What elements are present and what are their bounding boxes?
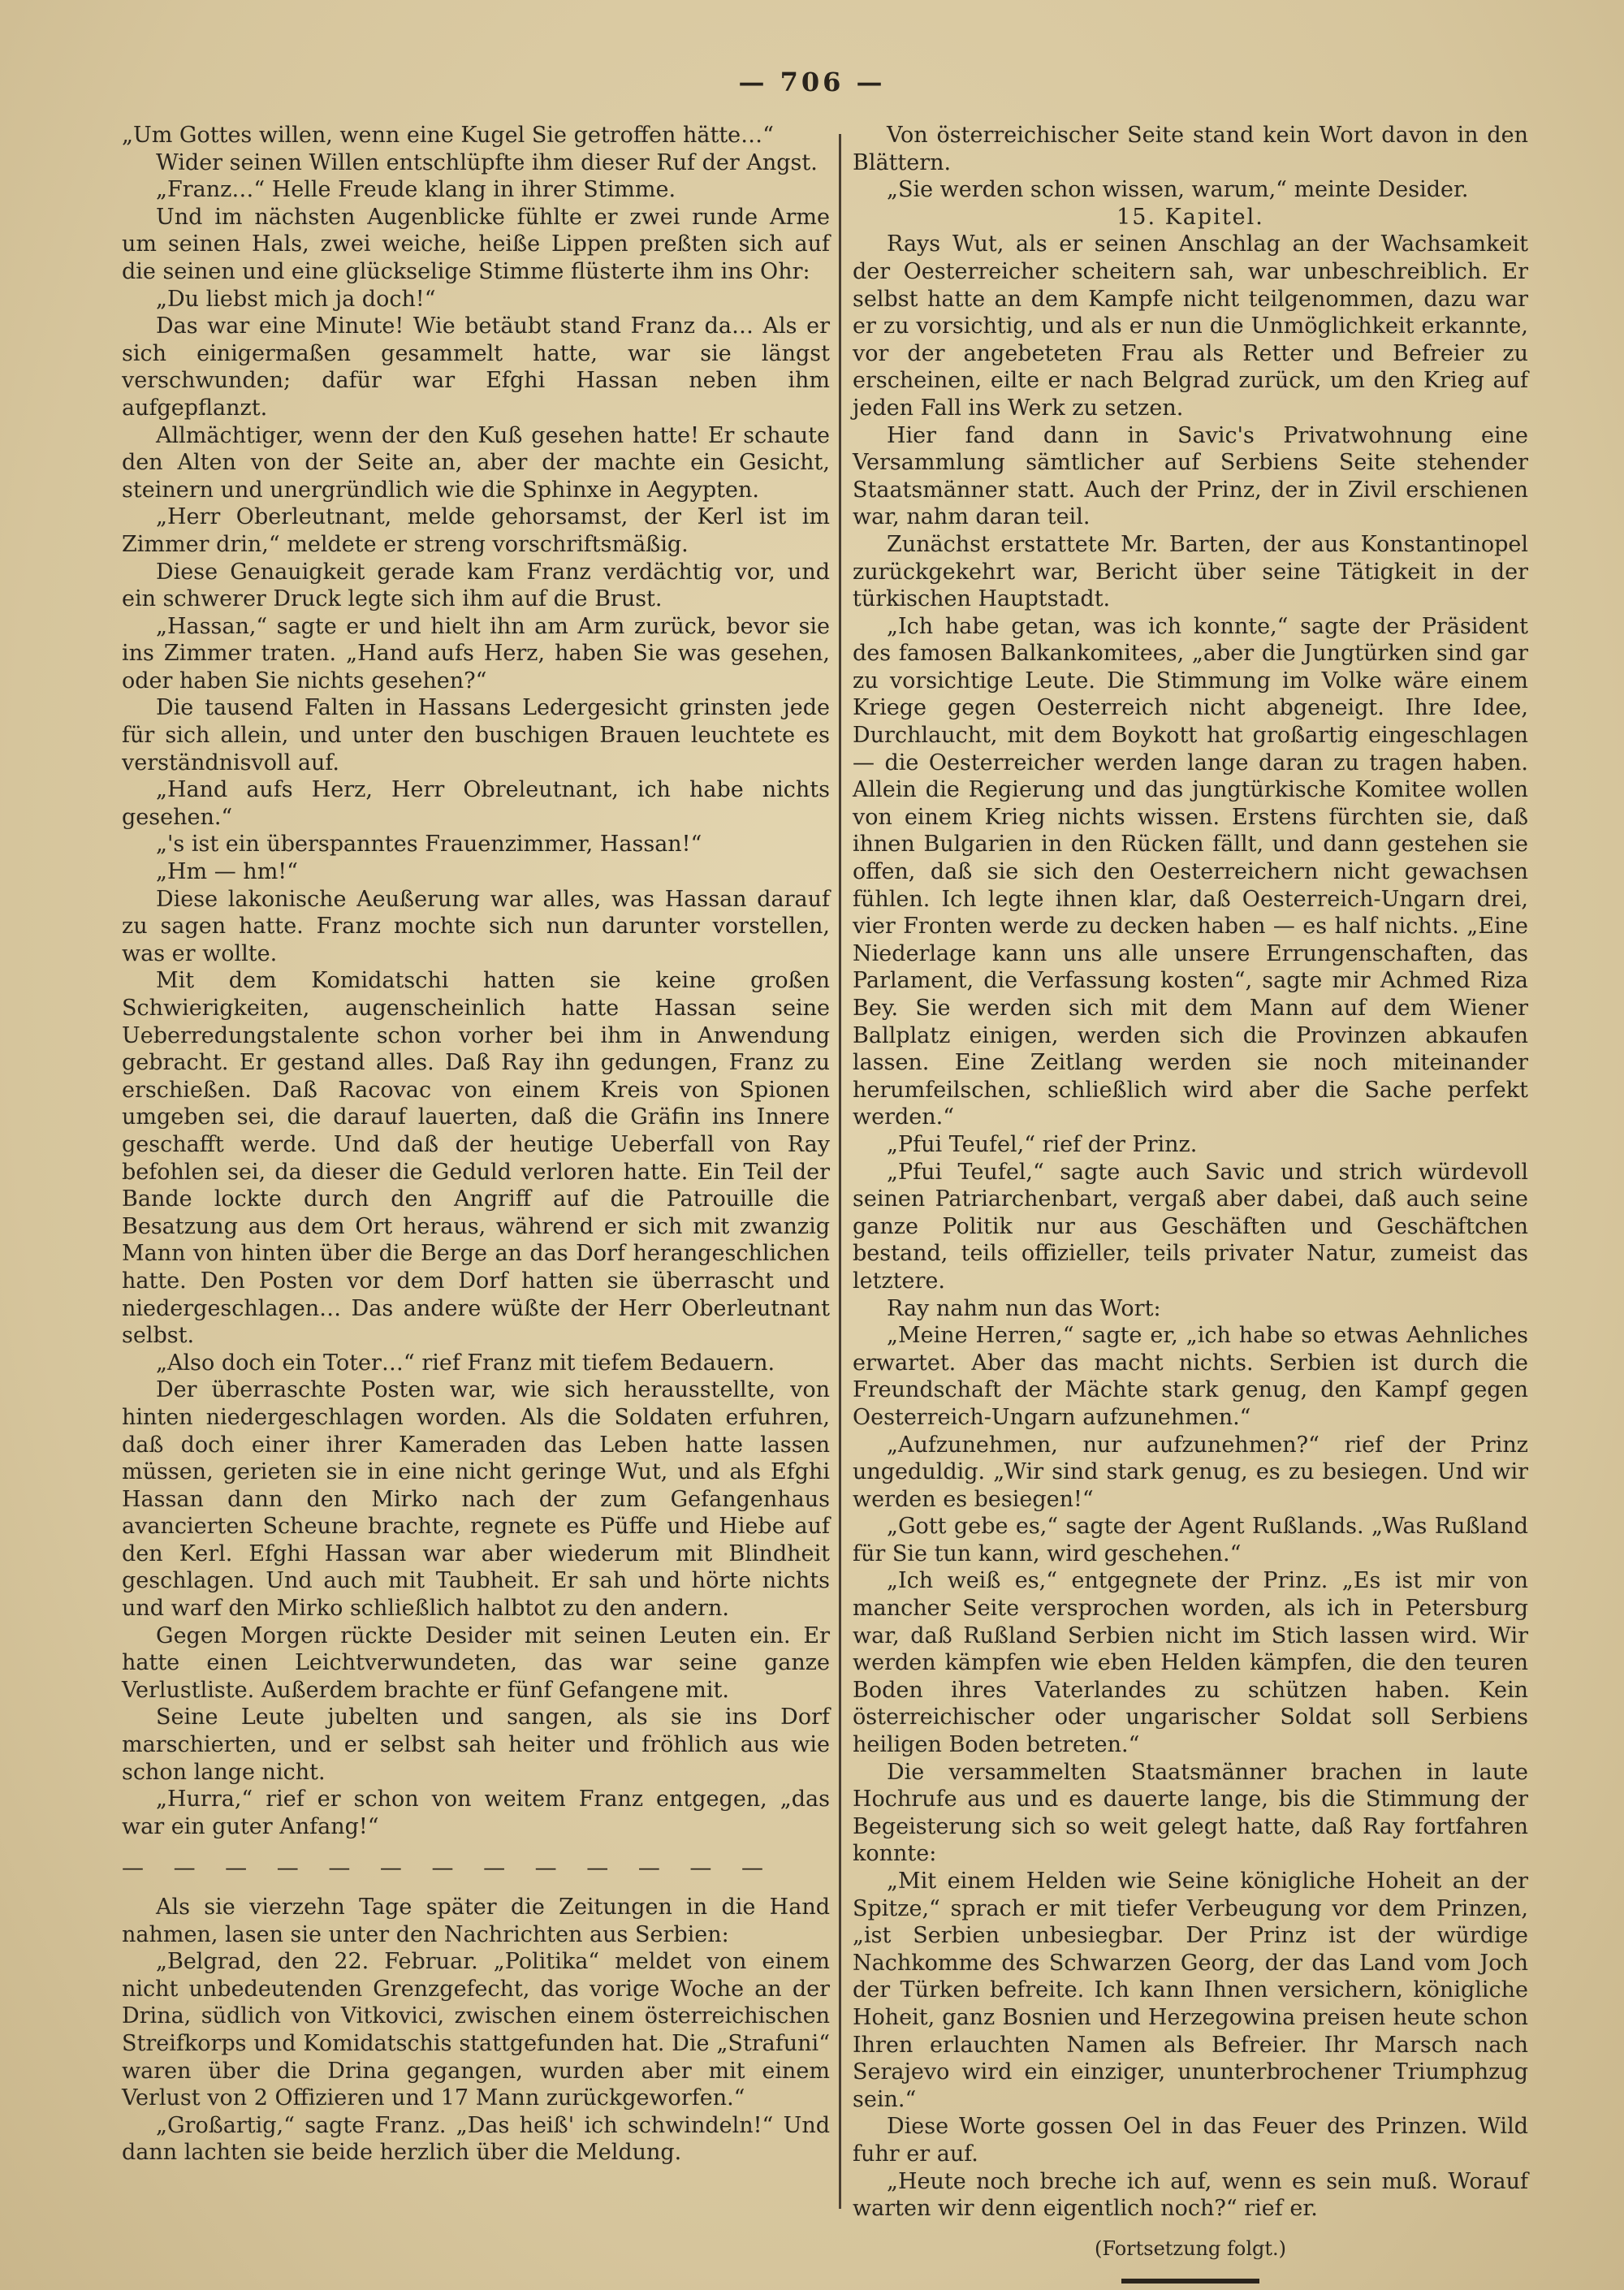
paragraph: Zunächst erstattete Mr. Barten, der aus Konstantinopel zurückgekehrt war, Bericht über seine Tätigkeit in der türkischen Hauptstadt. [853, 531, 1528, 612]
column-divider [839, 134, 841, 2209]
paragraph: „Du liebst mich ja doch!“ [156, 286, 436, 312]
paragraph: „Hand aufs Herz, Herr Obreleutnant, ich habe nichts gesehen.“ [122, 777, 830, 830]
paragraph: Und im nächsten Augenblicke fühlte er zwei runde Arme um seinen Hals, zwei weiche, heiße Lippen preßten sich auf die seinen und eine glückselige Stimme flüsterte ihm ins Ohr: [122, 204, 830, 284]
paragraph: „'s ist ein überspanntes Frauenzimmer, Hassan!“ [156, 832, 702, 858]
paragraph: Mit dem Komidatschi hatten sie keine großen Schwierigkeiten, augenscheinlich hatte Hassan seine Ueberredungstalente schon vorher bei ihm in Anwendung gebracht. Er gestand alles. Daß Ray ihn gedungen, Franz zu erschießen. Daß Racovac von einem Kreis von Spionen umgeben sei, die darauf lauerten, daß die Gräfin ins Innere geschafft werde. Und daß der heutige Ueberfall von Ray befohlen sei, da dieser die Geduld verloren hatte. Ein Teil der Bande lockte durch den Angriff auf die Patrouille die Besatzung aus dem Ort heraus, während er sich mit zwanzig Mann von hinten über die Berge an das Dorf herangeschlichen hatte. Den Posten vor dem Dorf hatten sie überrascht und niedergeschlagen… Das andere wüßte der Herr Oberleutnant selbst. [122, 968, 830, 1349]
paragraph: Allmächtiger, wenn der den Kuß gesehen hatte! Er schaute den Alten von der Seite an, aber der machte ein Gesicht, steinern und unergründlich wie die Sphinxe in Aegypten. [122, 422, 830, 503]
paragraph: Ray nahm nun das Wort: [887, 1295, 1161, 1321]
paragraph: „Ich habe getan, was ich konnte,“ sagte der Präsident des famosen Balkankomitees, „aber die Jungtürken sind gar zu vorsichtige Leute. Die Stimmung im Volke wäre einem Kriege gegen Oesterreich nicht abgeneigt. Ihre Idee, Durchlaucht, mit dem Boykott hat großartig eingeschlagen — die Oesterreicher werden lange daran zu tragen haben. Allein die Regierung und das jungtürkische Komitee wollen von einem Krieg nichts wissen. Erstens fürchten sie, daß ihnen Bulgarien in den Rücken fällt, und dann gestehen sie offen, daß sie sich den Oesterreichern nicht gewachsen fühlen. Ich legte ihnen klar, daß Oesterreich-Ungarn drei, vier Fronten werde zu decken haben — es half nichts. „Eine Niederlage kann uns alle unsere Errungenschaften, das Parlament, die Verfassung kosten“, sagte mir Achmed Riza Bey. Sie werden sich mit dem Mann auf dem Wiener Ballplatz einigen, werden sich die Provinzen abkaufen lassen. Eine Zeitlang werden sie noch miteinander herumfeilschen, schließlich wird aber die Sache perfekt werden.“ [853, 613, 1528, 1130]
paragraph: Von österreichischer Seite stand kein Wort davon in den Blättern. [853, 123, 1528, 175]
paragraph: Der überraschte Posten war, wie sich herausstellte, von hinten niedergeschlagen worden. Als die Soldaten erfuhren, daß doch einer ihrer Kameraden das Leben hatte lassen müssen, gerieten sie in eine nicht geringe Wut, und als Efghi Hassan dann den Mirko nach der zum Gefangenhaus avancierten Scheune brachte, regnete es Püffe und Hiebe auf den Kerl. Efghi Hassan war aber wiederum mit Blindheit geschlagen. Und auch mit Taubheit. Er sah und hörte nichts und warf den Mirko schließlich halbtot zu den andern. [122, 1377, 830, 1622]
chapter-heading: 15. Kapitel. [1116, 204, 1264, 230]
paragraph: Das war eine Minute! Wie betäubt stand Franz da… Als er sich einigermaßen gesammelt hatte, war sie längst verschwunden; dafür war Efghi Hassan neben ihm aufgepflanzt. [122, 313, 830, 421]
paragraph: Rays Wut, als er seinen Anschlag an der Wachsamkeit der Oesterreicher scheitern sah, war unbeschreiblich. Er selbst hatte an dem Kampfe nicht teilgenommen, dazu war er zu vorsichtig, und als er nun die Unmöglichkeit erkannte, vor der angebeteten Frau als Retter und Befreier zu erscheinen, eilte er nach Belgrad zurück, um den Krieg auf jeden Fall ins Werk zu setzen. [853, 231, 1528, 421]
paragraph: Als sie vierzehn Tage später die Zeitungen in die Hand nahmen, lasen sie unter den Nachrichten aus Serbien: [122, 1895, 830, 1947]
paragraph: „Um Gottes willen, wenn eine Kugel Sie getroffen hätte…“ [122, 123, 774, 148]
paragraph: „Aufzunehmen, nur aufzunehmen?“ rief der Prinz ungeduldig. „Wir sind stark genug, es zu besiegen. Und wir werden es besiegen!“ [853, 1432, 1528, 1512]
paragraph: „Herr Oberleutnant, melde gehorsamst, der Kerl ist im Zimmer drin,“ meldete er streng vorschriftsmäßig. [122, 504, 830, 557]
paragraph: „Heute noch breche ich auf, wenn es sein muß. Worauf warten wir denn eigentlich noch?“ rief er. [853, 2168, 1528, 2222]
page-number: — 706 — [738, 67, 886, 97]
paragraph: „Mit einem Helden wie Seine königliche Hoheit an der Spitze,“ sprach er mit tiefer Verbeugung vor dem Prinzen, „ist Serbien unbesiegbar. Der Prinz ist der würdige Nachkomme des Schwarzen Georg, der das Land vom Joch der Türken befreite. Ich kann Ihnen versichern, königliche Hoheit, ganz Bosnien und Herzegowina preisen heute schon Ihren erlauchten Namen als Befreier. Ihr Marsch nach Serajevo wird ein einziger, ununterbrochener Triumphzug sein.“ [853, 1869, 1528, 2112]
paragraph: Diese lakonische Aeußerung war alles, was Hassan darauf zu sagen hatte. Franz mochte sich nun darunter vorstellen, was er wollte. [122, 886, 830, 966]
paragraph: „Pfui Teufel,“ sagte auch Savic und strich würdevoll seinen Patriarchenbart, vergaß aber dabei, daß auch seine ganze Politik nur aus Geschäften und Geschäftchen bestand, teils offizieller, teils privater Natur, zumeist das letztere. [853, 1159, 1528, 1294]
right-column [853, 122, 1528, 2284]
paragraph: Diese Worte gossen Oel in das Feuer des Prinzen. Wild fuhr er auf. [853, 2114, 1528, 2167]
paragraph: „Hassan,“ sagte er und hielt ihn am Arm zurück, bevor sie ins Zimmer traten. „Hand aufs Herz, haben Sie was gesehen, oder haben Sie nichts gesehen?“ [122, 613, 830, 693]
left-column [122, 122, 830, 2167]
continued-note: (Fortsetzung folgt.) [1095, 2236, 1286, 2260]
paragraph: Diese Genauigkeit gerade kam Franz verdächtig vor, und ein schwerer Druck legte sich ihm auf die Brust. [122, 559, 830, 612]
paragraph: „Hurra,“ rief er schon von weitem Franz entgegen, „das war ein guter Anfang!“ [122, 1787, 830, 1839]
paragraph: Gegen Morgen rückte Desider mit seinen Leuten ein. Er hatte einen Leichtverwundeten, das war seine ganze Verlustliste. Außerdem brachte er fünf Gefangene mit. [122, 1622, 830, 1703]
paragraph: „Sie werden schon wissen, warum,“ meinte Desider. [887, 177, 1469, 203]
paragraph: „Belgrad, den 22. Februar. „Politika“ meldet von einem nicht unbedeutenden Grenzgefecht, das vorige Woche an der Drina, südlich von Vitkovici, zwischen einem österreichischen Streifkorps und Komidatschis stattgefunden hat. Die „Strafuni“ waren über die Drina gegangen, wurden aber mit einem Verlust von 2 Offizieren und 17 Mann zurückgeworfen.“ [122, 1949, 830, 2111]
paragraph: „Pfui Teufel,“ rief der Prinz. [887, 1131, 1198, 1157]
paragraph: Die tausend Falten in Hassans Ledergesicht grinsten jede für sich allein, und unter den buschigen Brauen leuchtete es verständnisvoll auf. [122, 695, 830, 776]
paragraph: Seine Leute jubelten und sangen, als sie ins Dorf marschierten, und er selbst sah heiter und fröhlich aus wie schon lange nicht. [122, 1705, 830, 1785]
paragraph: Die versammelten Staatsmänner brachen in laute Hochrufe aus und es dauerte lange, bis die Stimmung der Begeisterung sich so weit gelegt hatte, daß Ray fortfahren konnte: [853, 1759, 1528, 1867]
end-rule [1121, 2279, 1259, 2284]
paragraph: „Hm — hm!“ [156, 859, 298, 885]
paragraph: „Also doch ein Toter…“ rief Franz mit tiefem Bedauern. [156, 1350, 775, 1376]
paragraph: „Gott gebe es,“ sagte der Agent Rußlands. „Was Rußland für Sie tun kann, wird geschehen.“ [853, 1514, 1528, 1566]
paragraph: „Großartig,“ sagte Franz. „Das heiß' ich schwindeln!“ Und dann lachten sie beide herzlich über die Meldung. [122, 2112, 830, 2166]
paragraph: Hier fand dann in Savic's Privatwohnung eine Versammlung sämtlicher auf Serbiens Seite stehender Staatsmänner statt. Auch der Prinz, der in Zivil erschienen war, nahm daran teil. [853, 422, 1528, 530]
paragraph: „Meine Herren,“ sagte er, „ich habe so etwas Aehnliches erwartet. Aber das macht nichts. Serbien ist durch die Freundschaft der Mächte stark genug, den Kampf gegen Oesterreich-Ungarn aufzunehmen.“ [853, 1323, 1528, 1430]
paragraph: „Franz…“ Helle Freude klang in ihrer Stimme. [156, 177, 676, 203]
paragraph: „Ich weiß es,“ entgegnete der Prinz. „Es ist mir von mancher Seite versprochen worden, als ich in Petersburg war, daß Rußland Serbien nicht im Stich lassen wird. Wir werden kämpfen wie eben Helden kämpfen, die den teuren Boden ihres Vaterlandes zu schützen haben. Kein österreichischer oder ungarischer Soldat soll Serbiens heiligen Boden betreten.“ [853, 1568, 1528, 1758]
paragraph: Wider seinen Willen entschlüpfte ihm dieser Ruf der Angst. [156, 149, 818, 175]
section-separator: — — — — — — — — — — — — — [122, 1856, 775, 1882]
